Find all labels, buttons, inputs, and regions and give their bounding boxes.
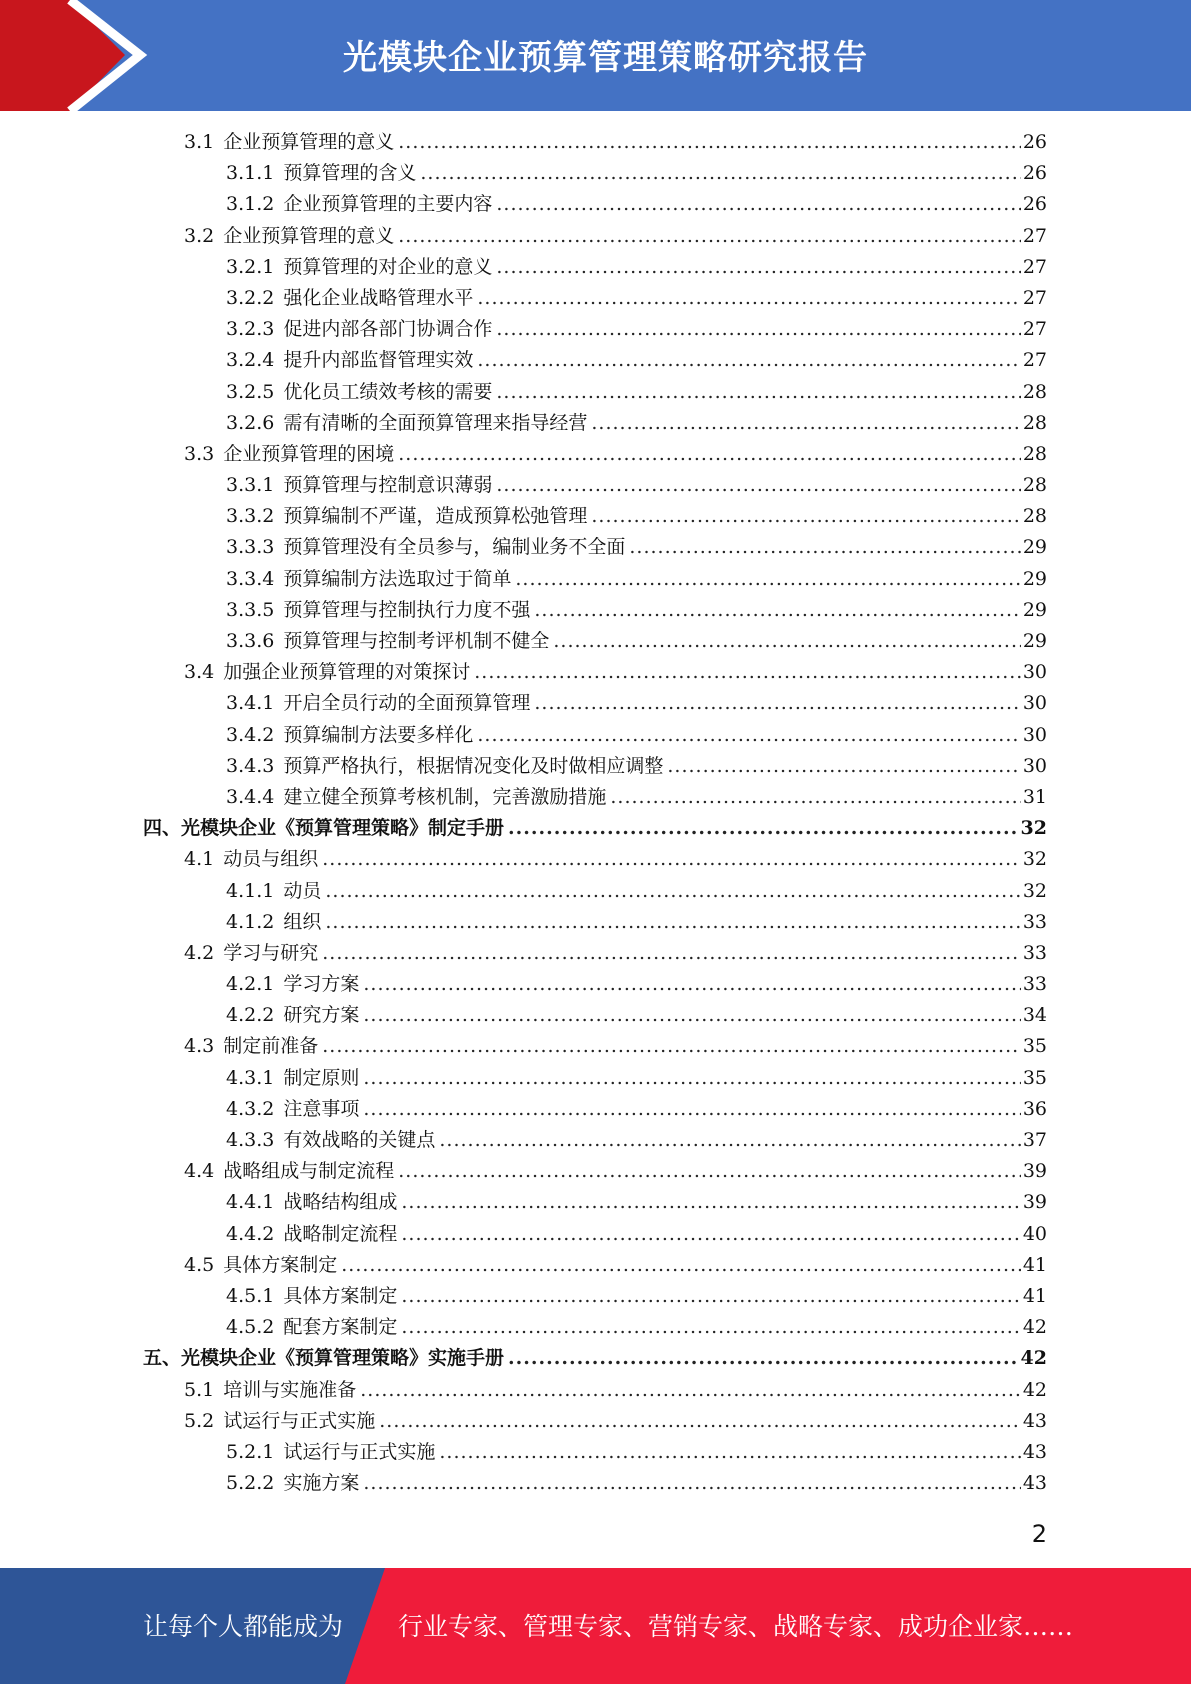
toc-dot-leader (379, 1406, 1021, 1437)
toc-entry-page: 33 (1022, 910, 1047, 933)
toc-entry-number: 3.1.2 (226, 193, 275, 216)
toc-entry-title: 企业预算管理的意义 (223, 131, 395, 153)
toc-dot-leader (477, 345, 1020, 376)
toc-entry-page: 28 (1022, 380, 1047, 403)
toc-entry-number: 3.3 (184, 442, 215, 465)
toc-entry-number: 4.5 (184, 1253, 215, 1276)
toc-subsection-entry[interactable] (0, 782, 1191, 813)
toc-entry-number: 4.4.1 (226, 1191, 275, 1214)
toc-entry-number: 4.3.2 (226, 1097, 275, 1120)
toc-dot-leader (508, 813, 1019, 844)
toc-entry-page: 30 (1022, 754, 1047, 777)
toc-dot-leader (363, 1063, 1020, 1094)
toc-subsection-entry[interactable] (0, 1437, 1191, 1468)
toc-entry-page: 27 (1022, 349, 1047, 372)
toc-entry-title: 有效战略的关键点 (283, 1129, 436, 1151)
toc-dot-leader (534, 688, 1020, 719)
toc-dot-leader (667, 751, 1020, 782)
toc-entry-number: 3.4.2 (226, 723, 275, 746)
toc-entry-page: 33 (1022, 973, 1047, 996)
toc-subsection-entry[interactable] (0, 907, 1191, 938)
toc-entry-title: 战略制定流程 (283, 1222, 398, 1245)
toc-entry-title: 培训与实施准备 (223, 1378, 357, 1401)
toc-dot-leader (325, 876, 1020, 907)
toc-entry-number: 5.2.1 (226, 1440, 275, 1463)
toc-subsection-entry[interactable] (0, 501, 1191, 532)
toc-chapter-entry[interactable] (0, 813, 1191, 844)
toc-entry-page: 35 (1022, 1066, 1047, 1089)
toc-entry-number: 3.2.4 (226, 349, 275, 372)
toc-entry-number: 3.2.2 (226, 286, 275, 309)
toc-entry-page: 42 (1022, 1378, 1047, 1401)
toc-dot-leader (398, 1156, 1021, 1187)
toc-dot-leader (363, 969, 1020, 1000)
toc-entry-title: 需有清晰的全面预算管理来指导经营 (283, 411, 588, 434)
toc-entry-page: 36 (1022, 1097, 1047, 1120)
toc-entry-page: 41 (1022, 1284, 1047, 1307)
toc-dot-leader (363, 1094, 1020, 1125)
toc-entry-number: 3.4.1 (226, 692, 275, 715)
toc-entry-title: 预算编制方法要多样化 (283, 723, 474, 746)
toc-entry-title: 组织 (283, 910, 322, 933)
toc-entry-page: 29 (1022, 536, 1047, 559)
toc-dot-leader (496, 189, 1020, 220)
toc-section-entry[interactable] (0, 1406, 1191, 1437)
toc-entry-page: 30 (1022, 723, 1047, 746)
toc-section-entry[interactable] (0, 1250, 1191, 1281)
toc-entry-number: 4.1.1 (226, 879, 275, 902)
toc-entry-number: 3.3.3 (226, 536, 275, 559)
toc-dot-leader (322, 938, 1021, 969)
toc-entry-page: 32 (1022, 848, 1047, 871)
page-header (0, 0, 1191, 111)
toc-entry-number: 3.2 (184, 224, 215, 247)
toc-subsection-entry[interactable] (0, 470, 1191, 501)
toc-entry-title: 预算管理与控制考评机制不健全 (283, 630, 550, 652)
toc-section-entry[interactable] (0, 127, 1191, 158)
toc-entry-number: 3.2.5 (226, 380, 275, 403)
toc-section-entry[interactable] (0, 1375, 1191, 1406)
toc-section-entry[interactable] (0, 1156, 1191, 1187)
toc-subsection-entry[interactable] (0, 876, 1191, 907)
toc-entry-page: 37 (1022, 1129, 1047, 1151)
toc-dot-leader (341, 1250, 1021, 1281)
toc-subsection-entry[interactable] (0, 283, 1191, 314)
toc-entry-title: 企业预算管理的困境 (223, 442, 395, 465)
toc-entry-page: 43 (1022, 1440, 1047, 1463)
toc-subsection-entry[interactable] (0, 1187, 1191, 1218)
footer-slogan-right: 行业专家、管理专家、营销专家、战略专家、成功企业家…… (398, 1612, 1074, 1641)
toc-entry-title: 促进内部各部门协调合作 (283, 318, 493, 341)
toc-entry-page: 43 (1022, 1409, 1047, 1432)
toc-dot-leader (322, 844, 1021, 875)
toc-subsection-entry[interactable] (0, 158, 1191, 189)
toc-entry-number: 3.2.1 (226, 255, 275, 278)
toc-entry-title: 预算管理与控制意识薄弱 (283, 474, 493, 497)
toc-entry-number: 四、 (143, 817, 182, 840)
toc-entry-number: 4.4 (184, 1160, 215, 1183)
toc-entry-number: 4.2 (184, 941, 215, 964)
toc-entry-page: 34 (1022, 1004, 1047, 1027)
toc-subsection-entry[interactable] (0, 408, 1191, 439)
toc-entry-title: 配套方案制定 (283, 1316, 398, 1339)
toc-entry-title: 战略组成与制定流程 (223, 1160, 395, 1183)
toc-entry-number: 5.2.2 (226, 1472, 275, 1495)
toc-entry-number: 5.1 (184, 1378, 215, 1401)
toc-subsection-entry[interactable] (0, 252, 1191, 283)
toc-entry-number: 3.4.4 (226, 785, 275, 808)
toc-subsection-entry[interactable] (0, 720, 1191, 751)
toc-entry-page: 35 (1022, 1035, 1047, 1058)
toc-dot-leader (401, 1187, 1020, 1218)
toc-chapter-entry[interactable] (0, 1343, 1191, 1374)
toc-entry-number: 4.2.2 (226, 1004, 275, 1027)
toc-entry-page: 33 (1022, 941, 1047, 964)
toc-entry-page: 27 (1022, 318, 1047, 341)
toc-subsection-entry[interactable] (0, 751, 1191, 782)
toc-dot-leader (553, 626, 1020, 657)
toc-dot-leader (496, 252, 1020, 283)
toc-subsection-entry[interactable] (0, 595, 1191, 626)
toc-dot-leader (398, 127, 1021, 158)
toc-entry-number: 3.4 (184, 661, 215, 684)
toc-entry-title: 学习方案 (283, 973, 360, 996)
toc-dot-leader (439, 1437, 1020, 1468)
toc-entry-number: 3.3.5 (226, 598, 275, 621)
toc-entry-page: 43 (1022, 1472, 1047, 1495)
toc-section-entry[interactable] (0, 657, 1191, 688)
table-of-contents (0, 127, 1191, 1499)
toc-dot-leader (496, 377, 1020, 408)
toc-entry-title: 动员 (283, 879, 322, 902)
toc-section-entry[interactable] (0, 439, 1191, 470)
toc-dot-leader (401, 1281, 1020, 1312)
toc-dot-leader (325, 907, 1020, 938)
toc-dot-leader (401, 1312, 1020, 1343)
toc-entry-title: 研究方案 (283, 1004, 360, 1027)
toc-entry-number: 4.2.1 (226, 973, 275, 996)
toc-entry-title: 预算管理与控制执行力度不强 (283, 598, 531, 621)
toc-entry-title: 预算管理的含义 (283, 162, 417, 185)
toc-subsection-entry[interactable] (0, 1094, 1191, 1125)
toc-subsection-entry[interactable] (0, 688, 1191, 719)
toc-entry-title: 优化员工绩效考核的需要 (283, 380, 493, 403)
toc-entry-title: 预算编制方法选取过于简单 (283, 567, 512, 590)
toc-entry-title: 预算严格执行，根据情况变化及时做相应调整 (283, 754, 664, 777)
toc-entry-number: 3.1 (184, 131, 215, 153)
toc-entry-title: 企业预算管理的主要内容 (283, 193, 493, 216)
toc-section-entry[interactable] (0, 844, 1191, 875)
toc-dot-leader (322, 1031, 1021, 1062)
toc-entry-number: 4.3.3 (226, 1129, 275, 1151)
toc-entry-page: 28 (1022, 474, 1047, 497)
toc-subsection-entry[interactable] (0, 1468, 1191, 1499)
toc-dot-leader (610, 782, 1020, 813)
toc-entry-title: 试运行与正式实施 (283, 1440, 436, 1463)
toc-subsection-entry[interactable] (0, 1219, 1191, 1250)
toc-entry-title: 建立健全预算考核机制，完善激励措施 (283, 785, 607, 808)
toc-entry-number: 4.1.2 (226, 910, 275, 933)
toc-entry-title: 具体方案制定 (283, 1284, 398, 1307)
toc-entry-page: 26 (1022, 162, 1047, 185)
toc-dot-leader (363, 1000, 1020, 1031)
toc-dot-leader (591, 501, 1020, 532)
toc-section-entry[interactable] (0, 1031, 1191, 1062)
toc-entry-title: 试运行与正式实施 (223, 1409, 376, 1432)
toc-subsection-entry[interactable] (0, 969, 1191, 1000)
toc-subsection-entry[interactable] (0, 1312, 1191, 1343)
toc-entry-page: 39 (1022, 1191, 1047, 1214)
toc-entry-page: 28 (1022, 442, 1047, 465)
toc-entry-page: 41 (1022, 1253, 1047, 1276)
toc-entry-title: 实施方案 (283, 1472, 360, 1495)
toc-dot-leader (363, 1468, 1020, 1499)
toc-entry-title: 制定原则 (283, 1066, 360, 1089)
toc-entry-number: 3.2.6 (226, 411, 275, 434)
toc-entry-number: 4.1 (184, 848, 215, 871)
toc-entry-title: 制定前准备 (223, 1035, 319, 1058)
toc-dot-leader (496, 470, 1020, 501)
toc-entry-page: 31 (1022, 785, 1047, 808)
toc-section-entry[interactable] (0, 221, 1191, 252)
toc-subsection-entry[interactable] (0, 1000, 1191, 1031)
toc-subsection-entry[interactable] (0, 626, 1191, 657)
toc-subsection-entry[interactable] (0, 189, 1191, 220)
toc-entry-number: 3.3.4 (226, 567, 275, 590)
footer-slogan-left: 让每个人都能成为 (143, 1612, 344, 1641)
toc-entry-number: 4.5.2 (226, 1316, 275, 1339)
toc-entry-number: 4.5.1 (226, 1284, 275, 1307)
toc-dot-leader (496, 314, 1020, 345)
toc-entry-title: 企业预算管理的意义 (223, 224, 395, 247)
toc-subsection-entry[interactable] (0, 1281, 1191, 1312)
toc-entry-title: 战略结构组成 (283, 1191, 398, 1214)
toc-dot-leader (591, 408, 1020, 439)
toc-subsection-entry[interactable] (0, 1063, 1191, 1094)
toc-subsection-entry[interactable] (0, 532, 1191, 563)
toc-entry-page: 27 (1022, 224, 1047, 247)
toc-dot-leader (398, 439, 1021, 470)
toc-entry-title: 注意事项 (283, 1097, 360, 1120)
toc-dot-leader (439, 1125, 1020, 1156)
toc-subsection-entry[interactable] (0, 377, 1191, 408)
toc-entry-page: 29 (1022, 598, 1047, 621)
toc-subsection-entry[interactable] (0, 564, 1191, 595)
toc-dot-leader (474, 657, 1021, 688)
toc-entry-number: 4.3.1 (226, 1066, 275, 1089)
toc-dot-leader (508, 1343, 1019, 1374)
toc-entry-number: 3.3.6 (226, 630, 275, 652)
toc-dot-leader (515, 564, 1020, 595)
toc-entry-number: 3.2.3 (226, 318, 275, 341)
toc-entry-title: 提升内部监督管理实效 (283, 349, 474, 372)
report-title: 光模块企业预算管理策略研究报告 (343, 38, 868, 78)
toc-entry-title: 动员与组织 (223, 848, 319, 871)
toc-section-entry[interactable] (0, 938, 1191, 969)
toc-dot-leader (629, 532, 1020, 563)
toc-entry-page: 29 (1022, 630, 1047, 652)
toc-dot-leader (401, 1219, 1020, 1250)
toc-entry-title: 具体方案制定 (223, 1253, 338, 1276)
toc-entry-page: 40 (1022, 1222, 1047, 1245)
toc-entry-number: 4.4.2 (226, 1222, 275, 1245)
toc-entry-title: 开启全员行动的全面预算管理 (283, 692, 531, 715)
toc-entry-page: 26 (1022, 193, 1047, 216)
toc-entry-number: 3.3.2 (226, 505, 275, 528)
toc-subsection-entry[interactable] (0, 1125, 1191, 1156)
toc-entry-page: 27 (1022, 286, 1047, 309)
toc-entry-page: 27 (1022, 255, 1047, 278)
toc-subsection-entry[interactable] (0, 314, 1191, 345)
toc-entry-page: 28 (1022, 411, 1047, 434)
toc-dot-leader (360, 1375, 1021, 1406)
toc-subsection-entry[interactable] (0, 345, 1191, 376)
toc-dot-leader (398, 221, 1021, 252)
toc-entry-page: 26 (1022, 131, 1047, 153)
toc-entry-page: 30 (1022, 661, 1047, 684)
toc-entry-page: 32 (1020, 817, 1047, 840)
toc-entry-title: 光模块企业《预算管理策略》制定手册 (181, 817, 505, 840)
toc-entry-page: 28 (1022, 505, 1047, 528)
toc-entry-number: 4.3 (184, 1035, 215, 1058)
toc-entry-title: 学习与研究 (223, 941, 319, 964)
toc-entry-title: 光模块企业《预算管理策略》实施手册 (181, 1347, 505, 1370)
toc-entry-number: 五、 (143, 1347, 182, 1370)
toc-entry-page: 29 (1022, 567, 1047, 590)
toc-entry-page: 39 (1022, 1160, 1047, 1183)
toc-entry-title: 强化企业战略管理水平 (283, 286, 474, 309)
toc-dot-leader (420, 158, 1020, 189)
toc-entry-page: 30 (1022, 692, 1047, 715)
toc-entry-page: 32 (1022, 879, 1047, 902)
toc-entry-title: 预算编制不严谨，造成预算松弛管理 (283, 505, 588, 528)
toc-entry-title: 加强企业预算管理的对策探讨 (223, 661, 471, 684)
toc-entry-number: 3.1.1 (226, 162, 275, 185)
toc-entry-page: 42 (1022, 1316, 1047, 1339)
toc-dot-leader (477, 283, 1020, 314)
toc-entry-title: 预算管理没有全员参与，编制业务不全面 (283, 536, 626, 559)
toc-dot-leader (477, 720, 1020, 751)
toc-entry-number: 3.4.3 (226, 754, 275, 777)
toc-entry-number: 5.2 (184, 1409, 215, 1432)
toc-entry-number: 3.3.1 (226, 474, 275, 497)
page-number: 2 (1031, 1520, 1047, 1548)
page-footer (0, 1568, 1191, 1684)
toc-entry-page: 42 (1020, 1347, 1047, 1370)
toc-dot-leader (534, 595, 1020, 626)
toc-entry-title: 预算管理的对企业的意义 (283, 255, 493, 278)
